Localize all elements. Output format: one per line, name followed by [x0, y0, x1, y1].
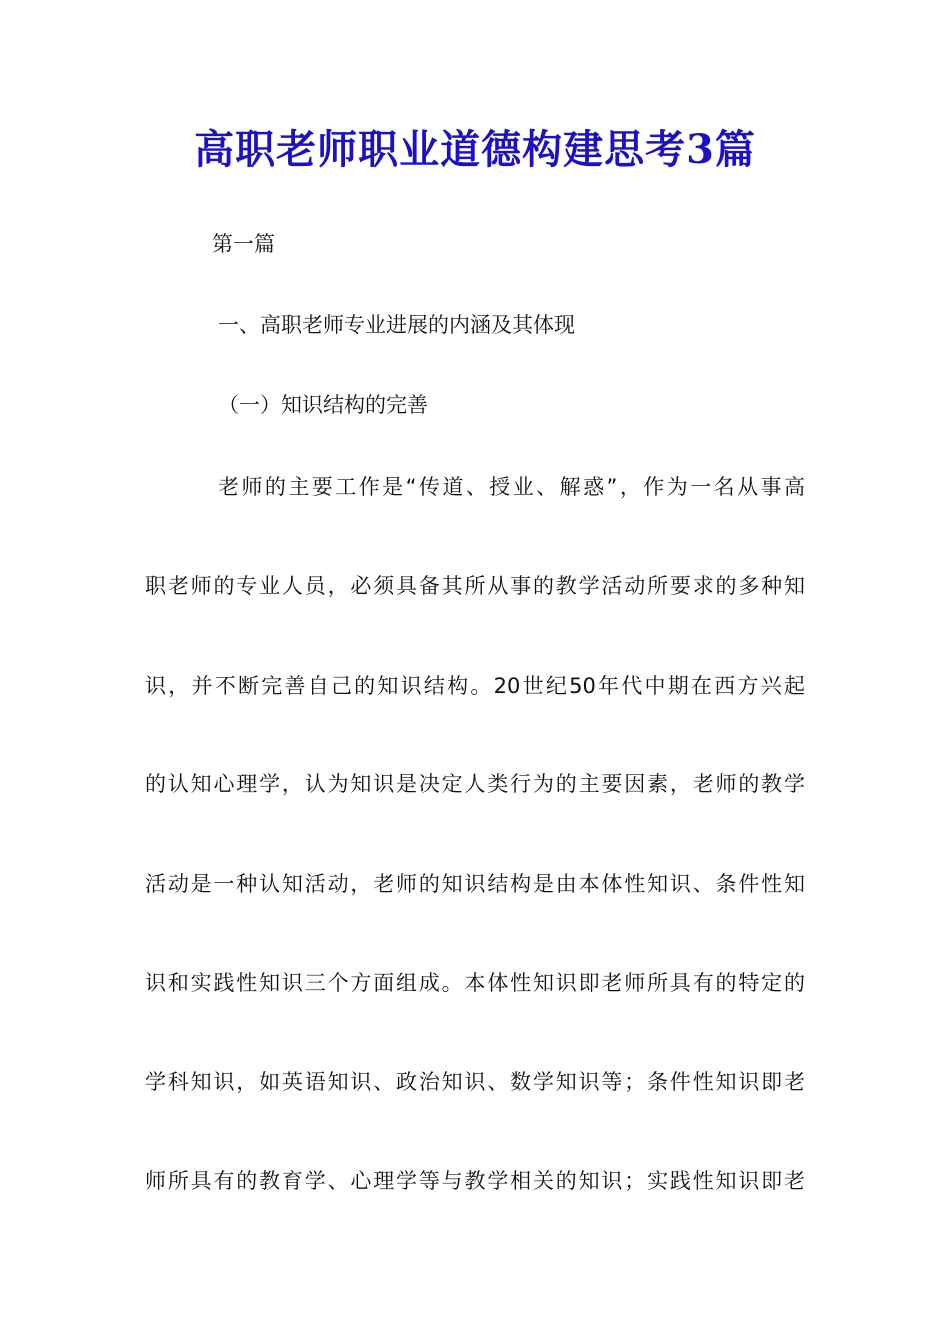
paragraph-line: 识和实践性知识三个方面组成。本体性知识即老师所具有的特定的: [145, 971, 805, 995]
paragraph-line: 活动是一种认知活动，老师的知识结构是由本体性知识、条件性知: [145, 872, 805, 896]
paragraph-line: 学科知识，如英语知识、政治知识、数学知识等；条件性知识即老: [145, 1070, 805, 1094]
heading-level-2: （一）知识结构的完善: [218, 393, 428, 417]
paragraph-line: 职老师的专业人员，必须具备其所从事的教学活动所要求的多种知: [145, 574, 805, 598]
heading-level-1: 一、高职老师专业进展的内涵及其体现: [218, 313, 575, 337]
paragraph-line: 的认知心理学，认为知识是决定人类行为的主要因素，老师的教学: [145, 772, 805, 796]
paragraph-line: 老师的主要工作是“传道、授业、解惑”，作为一名从事高: [218, 475, 805, 499]
document-title: 高职老师职业道德构建思考3篇: [194, 126, 756, 173]
section-label: 第一篇: [212, 232, 275, 256]
paragraph-line: 师所具有的教育学、心理学等与教学相关的知识；实践性知识即老: [145, 1169, 805, 1193]
paragraph-line: 识，并不断完善自己的知识结构。20世纪50年代中期在西方兴起: [145, 674, 805, 698]
